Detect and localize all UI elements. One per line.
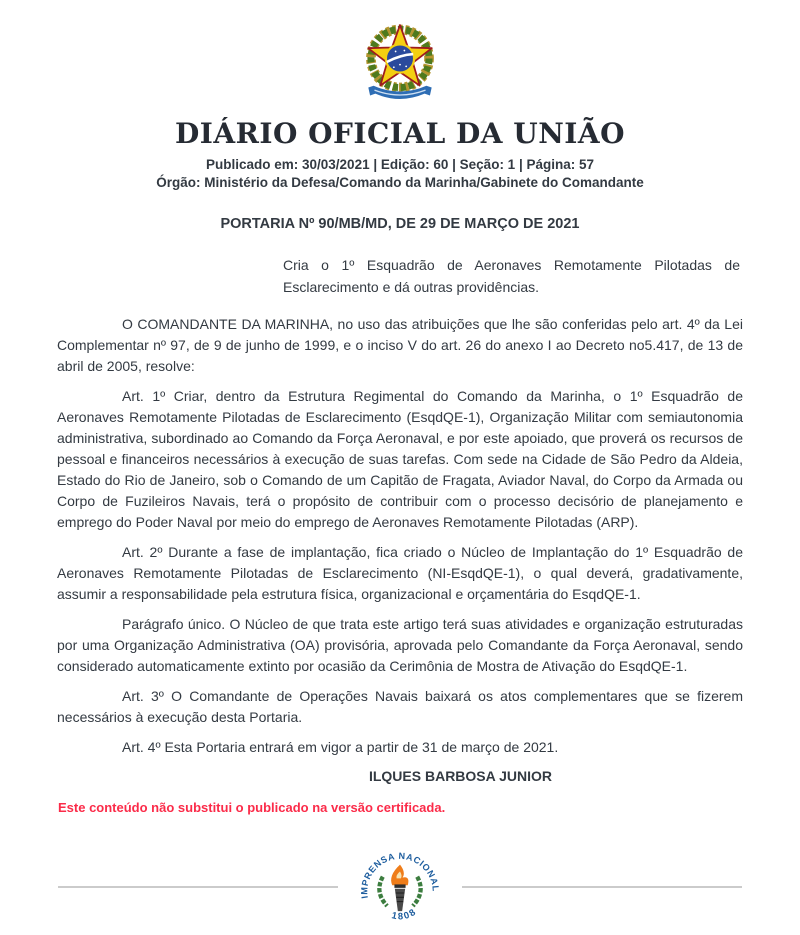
signature-name: ILQUES BARBOSA JUNIOR [368, 768, 553, 784]
certification-disclaimer: Este conteúdo não substitui o publicado na versão certificada. [58, 800, 446, 815]
paragraph-art-1: Art. 1º Criar, dentro da Estrutura Regimental do Comando da Marinha, o 1º Esquadrão de Aeronaves Remotamente Pilotadas de Esclarecimento (EsqdQE-1), Organização Militar com semiautonomia administrativa, subordinado ao Comando da Força Aeronaval, e por este apoiado, que proverá os recursos de pessoal e financeiros necessários à execução de suas tarefas. Com sede na Cidade de São Pedro da Aldeia, Estado do Rio de Janeiro, sob o Comando de um Capitão de Fragata, Aviador Naval, do Corpo da Armada ou Corpo de Fuzileiros Navais, terá o propósito de contribuir com o processo decisório de planejamento e emprego do Poder Naval por meio do emprego de Aeronaves Remotamente Pilotadas (ARP). [57, 388, 743, 530]
brazil-coat-of-arms-icon [354, 18, 446, 106]
act-body [57, 314, 743, 758]
imprensa-nacional-seal-icon [350, 844, 450, 930]
footer-seal [338, 844, 462, 935]
imprensa-nacional-arc-text: IMPRENSA NACIONAL [359, 850, 441, 900]
paragraph-sole-paragraph: Parágrafo único. O Núcleo de que trata este artigo terá suas atividades e organização estruturadas por uma Organização Administrativa (OA) provisória, aprovada pelo Comandante da Força Aeronaval, sendo considerado automaticamente extinto por ocasião da Cerimônia de Mostra de Ativação do EsqdQE-1. [57, 616, 743, 674]
act-summary: Cria o 1º Esquadrão de Aeronaves Remotamente Pilotadas de Esclarecimento e dá outras providências. [283, 257, 740, 295]
organ-line: Órgão: Ministério da Defesa/Comando da Marinha/Gabinete do Comandante [156, 175, 644, 190]
svg-text:1808 [390, 906, 419, 922]
gazette-title: DIÁRIO OFICIAL DA UNIÃO [175, 117, 625, 150]
paragraph-art-2: Art. 2º Durante a fase de implantação, fica criado o Núcleo de Implantação do 1º Esquadrão de Aeronaves Remotamente Pilotadas de Esclarecimento (NI-EsqdQE-1), o qual deverá, gradativamente, assumir a responsabilidade pela estrutura física, organizacional e orçamentária do EsqdQE-1. [57, 544, 743, 602]
imprensa-nacional-year-text: 1808 [390, 906, 420, 923]
paragraph-preamble: O COMANDANTE DA MARINHA, no uso das atribuições que lhe são conferidas pelo art. 4º da Lei Complementar nº 97, de 9 de junho de 1999, e o inciso V do art. 26 do anexo I ao Decreto no5.417, de 13 de abril de 2005, resolve: [57, 316, 743, 374]
publication-meta: Publicado em: 30/03/2021 | Edição: 60 | Seção: 1 | Página: 57 [206, 157, 594, 172]
paragraph-art-4: Art. 4º Esta Portaria entrará em vigor a partir de 31 de março de 2021. [122, 739, 559, 755]
act-heading: PORTARIA Nº 90/MB/MD, DE 29 DE MARÇO DE 2021 [220, 216, 580, 232]
header-emblem [0, 18, 800, 111]
paragraph-art-3: Art. 3º O Comandante de Operações Navais baixará os atos complementares que se fizerem necessários à execução desta Portaria. [57, 688, 743, 725]
